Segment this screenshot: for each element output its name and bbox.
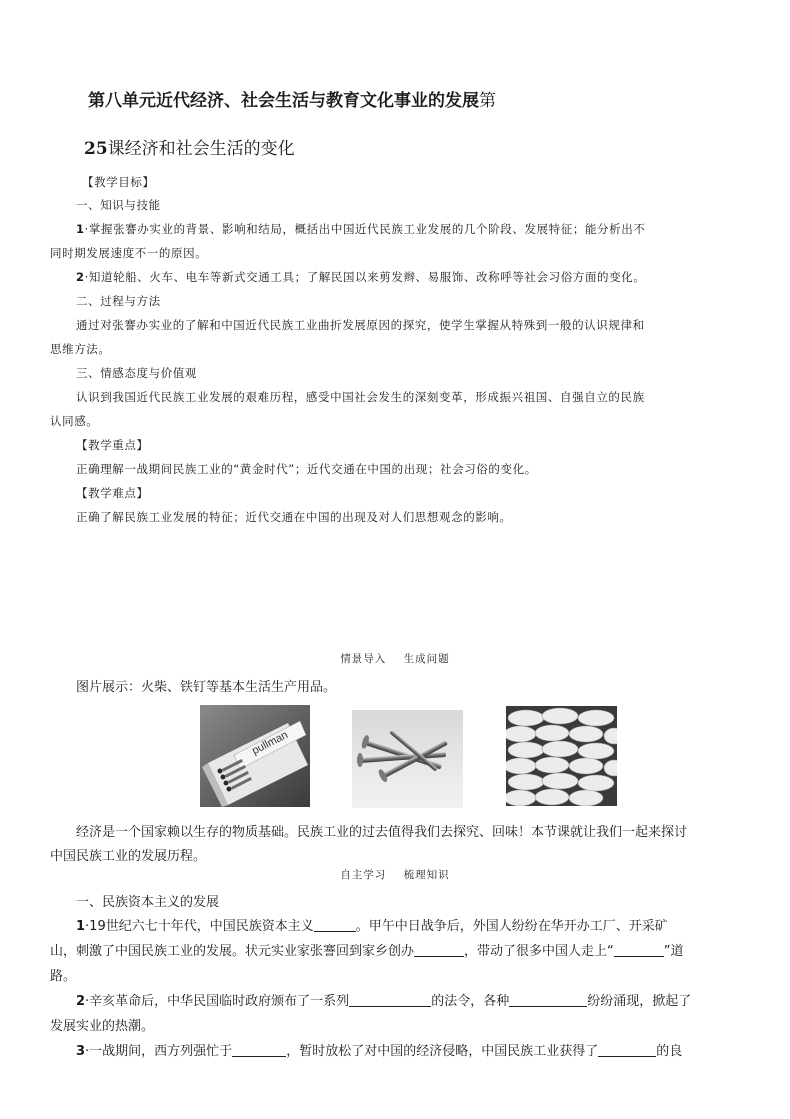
question-1-line-2	[50, 940, 684, 959]
question-2-text-c: 纷纷涌现，掀起了	[587, 994, 692, 1009]
objective-item-1-num: 1	[76, 222, 85, 236]
objective-item-2-num: 2	[76, 270, 85, 284]
question-2-line-1	[76, 990, 691, 1009]
objectives-heading: 【教学目标】	[82, 175, 155, 189]
matchbox-icon	[200, 705, 310, 807]
key-points-heading: 【教学重点】	[76, 438, 149, 452]
question-1-num: 1	[76, 919, 86, 934]
lesson-number: 25	[84, 139, 108, 159]
unit-title	[88, 86, 496, 111]
emotion-line-2: 认同感。	[50, 414, 99, 428]
difficult-points-text: 正确了解民族工业发展的特征；近代交通在中国的出现及对人们思想观念的影响。	[76, 510, 512, 524]
flour-sacks-icon	[506, 706, 617, 806]
intro-paragraph-line-1: 经济是一个国家赖以生存的物质基础。民族工业的过去值得我们去探究、回味！本节课就让我们一起来探讨	[76, 825, 688, 840]
question-1-line-1	[76, 915, 668, 934]
question-3-blank-1[interactable]	[232, 1042, 286, 1057]
process-line-1: 通过对张謇办实业的了解和中国近代民族工业曲折发展原因的探究，使学生掌握从特殊到一般的认识规律和	[76, 318, 645, 332]
question-1-text-a: ·19世纪六七十年代，中国民族资本主义	[85, 919, 314, 934]
question-3-text-b: ，暂时放松了对中国的经济侵略，中国民族工业获得了	[286, 1044, 599, 1059]
self-study-heading: 自主学习 梳理知识	[340, 869, 450, 881]
question-2-blank-2[interactable]	[509, 992, 587, 1007]
nails-photo	[352, 710, 463, 808]
objective-item-2-line1: ·知道轮船、火车、电车等新式交通工具；了解民国以来剪发辫、易服饰、改称呼等社会习俗方面的变化。	[84, 270, 646, 284]
question-1-text-d: ，带动了很多中国人走上“	[464, 944, 614, 959]
question-1-blank-1[interactable]	[314, 917, 356, 932]
question-2-line-2: 发展实业的热潮。	[50, 1019, 155, 1034]
question-2-num: 2	[76, 994, 86, 1009]
matchbox-label: pullman	[250, 729, 290, 758]
objective-item-1-line2: 同时期发展速度不一的原因。	[50, 246, 208, 260]
process-line-2: 思维方法。	[50, 342, 111, 356]
process-heading: 二、过程与方法	[76, 294, 161, 308]
question-3-text-a: ·一战期间，西方列强忙于	[85, 1044, 233, 1059]
question-3-text-c: 的良	[656, 1044, 683, 1059]
objective-item-2	[76, 269, 645, 285]
emotion-heading: 三、情感态度与价值观	[76, 366, 197, 380]
emotion-line-1: 认识到我国近代民族工业发展的艰难历程，感受中国社会发生的深刻变革，形成振兴祖国、自强自立的民族	[76, 390, 645, 404]
key-points-text: 正确理解一战期间民族工业的“黄金时代”；近代交通在中国的出现；社会习俗的变化。	[76, 462, 537, 476]
question-3-blank-2[interactable]	[598, 1042, 656, 1057]
flour-sacks-photo	[506, 706, 617, 806]
lesson-title-text: 课经济和社会生活的变化	[107, 139, 295, 159]
image-caption: 图片展示：火柴、铁钉等基本生活生产用品。	[76, 680, 337, 695]
unit-title-text: 第八单元近代经济、社会生活与教育文化事业的发展	[88, 91, 479, 111]
knowledge-heading: 一、知识与技能	[76, 198, 161, 212]
matchbox-photo	[200, 705, 310, 807]
nails-icon	[352, 710, 463, 808]
question-3-num: 3	[76, 1044, 86, 1059]
objective-item-1	[76, 221, 645, 237]
intro-section-heading: 情景导入 生成问题	[340, 653, 450, 665]
objective-item-1-line1: ·掌握张謇办实业的背景、影响和结局，概括出中国近代民族工业发展的几个阶段、发展特征；能分析出不	[84, 222, 646, 236]
question-1-line-3: 路。	[50, 969, 77, 984]
lesson-title	[84, 134, 295, 159]
question-2-text-b: 的法令，各种	[431, 994, 510, 1009]
intro-paragraph-line-2: 中国民族工业的发展历程。	[50, 849, 207, 864]
question-2-text-a: ·辛亥革命后，中华民国临时政府颁布了一系列	[85, 994, 350, 1009]
question-1-blank-3[interactable]	[614, 942, 664, 957]
question-3-line-1	[76, 1040, 682, 1059]
unit-title-tail: 第	[479, 91, 496, 111]
question-1-text-e: ”道	[663, 944, 684, 959]
question-2-blank-1[interactable]	[349, 992, 431, 1007]
self-study-subheading: 一、民族资本主义的发展	[76, 895, 220, 910]
question-1-blank-2[interactable]	[414, 942, 464, 957]
question-1-text-c: 山，刺激了中国民族工业的发展。状元实业家张謇回到家乡创办	[50, 944, 415, 959]
difficult-points-heading: 【教学难点】	[76, 486, 149, 500]
question-1-text-b: 。甲午中日战争后，外国人纷纷在华开办工厂、开采矿	[355, 919, 668, 934]
